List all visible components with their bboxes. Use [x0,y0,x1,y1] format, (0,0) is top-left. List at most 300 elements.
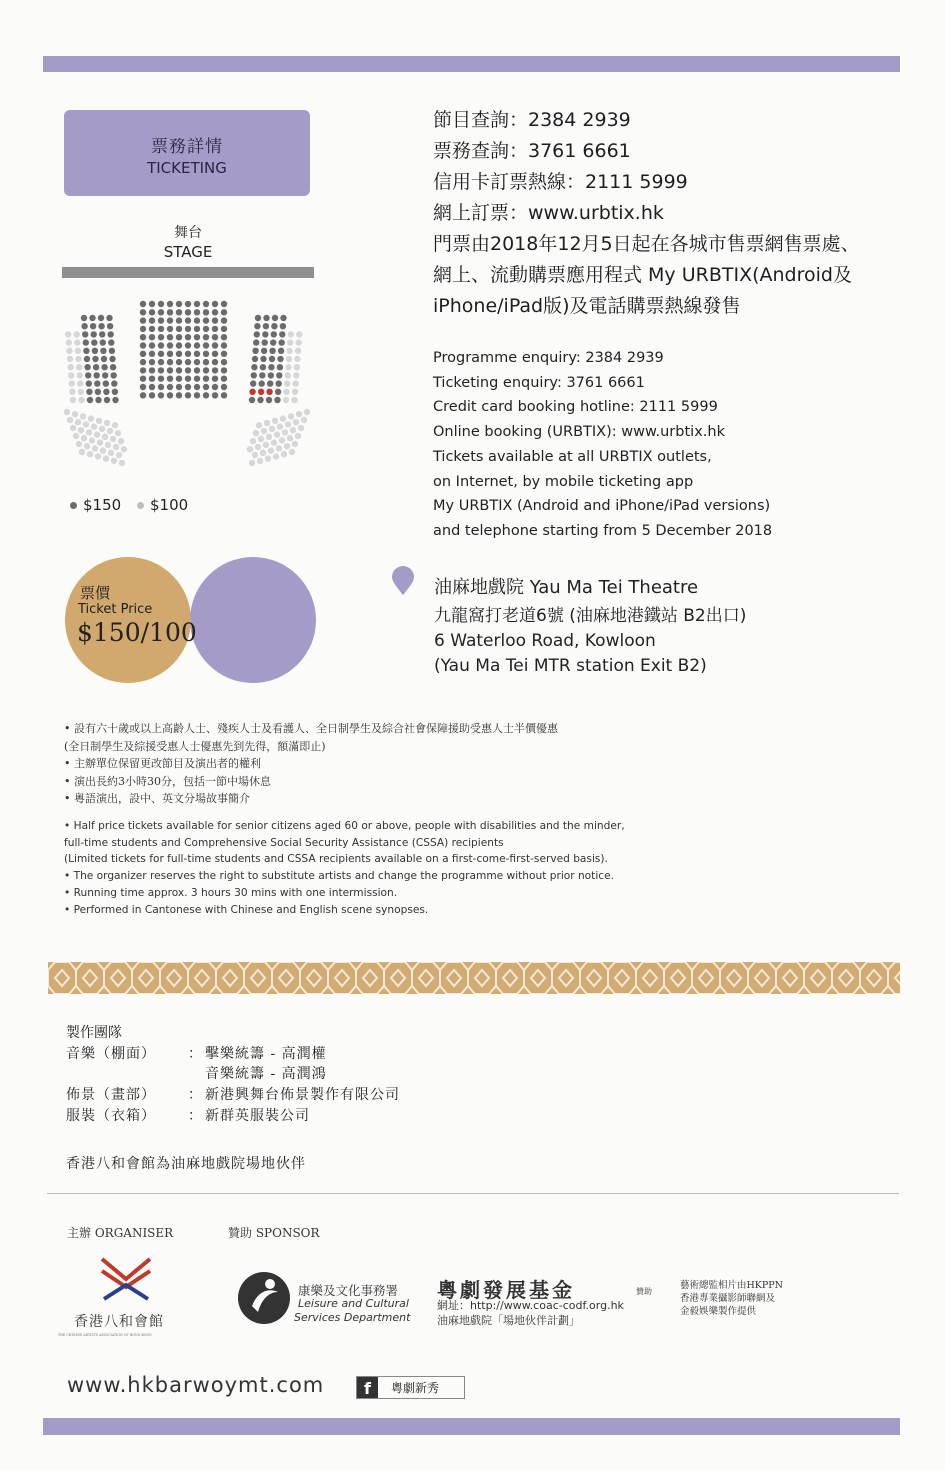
seat [84,364,90,370]
seat [290,427,296,433]
seat [254,331,260,337]
seat [158,392,164,398]
venue-partner: 香港八和會館為油麻地戲院場地伙伴 [66,1156,306,1172]
team-row [66,1084,400,1104]
seat [185,376,191,382]
seat [149,309,155,315]
seat [221,334,227,340]
top-bar [43,56,900,72]
seat [158,334,164,340]
seat [92,348,98,354]
seat [221,392,227,398]
seat [259,380,265,386]
team-value: 擊樂統籌 - 高潤權 [205,1046,327,1062]
seat [167,317,173,323]
seat [194,367,200,373]
seat [281,451,287,457]
seat [203,367,209,373]
seat [277,356,283,362]
seat [293,380,299,386]
organiser-name-zh: 香港八和會館 [74,1314,164,1330]
note-en: full-time students and Comprehensive Social Security Assistance (CSSA) recipients [64,836,504,849]
en-info-line: on Internet, by mobile ticketing app [433,473,694,490]
ticketing-header [64,110,310,196]
venue [434,575,746,679]
seat [185,392,191,398]
seat [108,339,114,345]
seat [203,301,209,307]
seat [149,359,155,365]
seat [78,427,84,433]
lattice-pattern [48,962,900,994]
seat [194,334,200,340]
team-sep: ： [188,1108,202,1124]
seat [111,458,117,464]
seat [185,334,191,340]
team-title: 製作團隊 [66,1025,122,1041]
seat [176,326,182,332]
seat [100,348,106,354]
seat [103,389,109,395]
seat [271,439,277,445]
seat [91,339,97,345]
seat [255,444,261,450]
seat [98,315,104,321]
seat [118,438,124,444]
seat [292,441,298,447]
seat [295,433,301,439]
credit-line: 藝術總監相片由HKPPN [680,1280,783,1291]
seat [78,389,84,395]
seat [284,443,290,449]
note-en: • Running time approx. 3 hours 30 mins with one intermission. [64,886,398,899]
seat [140,301,146,307]
seat [285,421,291,427]
seat [279,339,285,345]
seat [140,326,146,332]
seat [291,397,297,403]
seat [288,413,294,419]
seat [86,429,92,435]
venue-addr-zh: 九龍窩打老道6號 (油麻地港鐵站 B2出口) [434,606,747,626]
en-info-line: and telephone starting from 5 December 2018 [433,522,773,539]
seat [194,359,200,365]
seat [249,389,255,395]
seat [77,372,83,378]
seat [288,331,294,337]
seat [75,356,81,362]
seat [251,372,257,378]
seat [121,446,127,452]
organiser-label: 主辦 ORGANISER [67,1226,174,1240]
seat [270,339,276,345]
seat [194,351,200,357]
seat [68,372,74,378]
seat [91,331,97,337]
seat [221,301,227,307]
seat [212,367,218,373]
seat [212,342,218,348]
notes-zh [64,720,558,808]
seat [106,315,112,321]
seat [176,392,182,398]
seat [67,364,73,370]
seat [158,317,164,323]
note-zh: • 設有六十歲或以上高齡人士、殘疾人士及看護人、全日制學生及綜合社會保障援助受惠人士半價優惠 [64,722,558,735]
seat [212,301,218,307]
seat [167,359,173,365]
seat [176,359,182,365]
seat [103,380,109,386]
seat [257,458,263,464]
seat [203,392,209,398]
ticketing-title-en: TICKETING [147,159,227,177]
seat [119,460,125,466]
seat [250,438,256,444]
seat [92,356,98,362]
seat [212,309,218,315]
seat [176,384,182,390]
seat [167,384,173,390]
seat [176,334,182,340]
seat [112,397,118,403]
seat [87,451,93,457]
zh-info-line: 門票由2018年12月5日起在各城市售票網售票處、 [433,233,860,255]
seat [84,356,90,362]
seat [140,359,146,365]
seat [185,359,191,365]
seat [185,384,191,390]
seat [140,384,146,390]
seat [203,351,209,357]
seat [304,409,310,415]
facebook-icon: f [357,1377,378,1398]
seat [266,397,272,403]
seat [176,309,182,315]
seat [256,422,262,428]
seat [74,331,80,337]
seat [294,364,300,370]
legend-dot-dark [70,502,77,509]
seats [64,301,310,466]
note-en: • Performed in Cantonese with Chinese and English scene synopses. [64,903,429,916]
seat [287,435,293,441]
seat [212,384,218,390]
seat [221,326,227,332]
seat [88,415,94,421]
seat [140,367,146,373]
seat [203,384,209,390]
legend-100 [137,496,188,514]
zh-info-line: 網上訂票：www.urbtix.hk [433,202,664,224]
seat [263,323,269,329]
seat [194,317,200,323]
seat [102,372,108,378]
seat [276,445,282,451]
team-role: 佈景（畫部） [66,1087,156,1103]
seat [83,339,89,345]
seat [203,342,209,348]
seat [112,389,118,395]
seat [293,419,299,425]
seat [269,426,275,432]
sponsor-label: 贊助 SPONSOR [228,1226,320,1240]
seat [221,309,227,315]
seat [185,367,191,373]
seat [249,397,255,403]
seat [221,351,227,357]
lcsd-name-zh: 康樂及文化事務署 [298,1283,399,1298]
seat [185,351,191,357]
seat [149,326,155,332]
team-row [66,1063,327,1083]
seat [185,317,191,323]
en-info-line: My URBTIX (Android and iPhone/iPad versions) [433,498,771,515]
note-zh: (全日制學生及綜援受惠人士優惠先到先得，額滿即止) [64,739,326,753]
seat [194,392,200,398]
stage-line [62,267,314,278]
seat [203,317,209,323]
seat [158,384,164,390]
coac-web: 網址：http://www.coac-codf.org.hk [437,1299,624,1312]
zh-info-line: 票務查詢：3761 6661 [433,140,631,162]
venue-name: 油麻地戲院 Yau Ma Tei Theatre [434,577,699,598]
seat [296,331,302,337]
seat [253,430,259,436]
seat [271,331,277,337]
seat [158,309,164,315]
seat [112,422,118,428]
seat [95,397,101,403]
seat [83,348,89,354]
seat [65,331,71,337]
facebook-badge[interactable] [356,1376,465,1399]
legend-label: $150 [83,496,122,514]
seat [70,425,76,431]
venue-addr-en2: (Yau Ma Tei MTR station Exit B2) [434,656,707,676]
seat [158,301,164,307]
note-en: (Limited tickets for full-time students and CSSA recipients available on a first-come-first-served basis). [64,853,608,866]
seat [64,409,70,415]
seat [293,372,299,378]
seat [277,423,283,429]
seat [149,376,155,382]
seat [140,317,146,323]
seat [149,392,155,398]
seat [167,367,173,373]
seat [72,411,78,417]
en-info [433,346,772,544]
seat [194,342,200,348]
seat [86,389,92,395]
seat [292,389,298,395]
seat [212,326,218,332]
seat [254,323,260,329]
price-en: Ticket Price [78,602,153,617]
divider [47,1193,899,1194]
seat [81,315,87,321]
seat [167,326,173,332]
seat [263,315,269,321]
seat [185,326,191,332]
seat [203,334,209,340]
seat [167,392,173,398]
seat [260,450,266,456]
seat [109,356,115,362]
team-sep: ： [188,1087,202,1103]
en-info-line: Credit card booking hotline: 2111 5999 [433,399,718,416]
en-info-line: Tickets available at all URBTIX outlets, [433,448,712,465]
seat [95,453,101,459]
zh-info [433,105,860,322]
seat [158,359,164,365]
seat [167,342,173,348]
seat [108,450,114,456]
note-zh: • 演出長約3小時30分，包括一節中場休息 [64,774,271,788]
seat [149,317,155,323]
seat [86,380,92,386]
stage-label-en: STAGE [163,243,213,261]
seat [194,384,200,390]
coac-scheme: 油麻地戲院「場地伙伴計劃」 [437,1314,580,1327]
zh-info-line: 節目查詢：2384 2939 [433,109,631,131]
facebook-page-name: 粵劇新秀 [391,1381,440,1395]
credit-line: 金毅娛樂製作提供 [680,1306,757,1317]
seat [67,356,73,362]
seat [294,356,300,362]
seat [279,331,285,337]
seat [252,348,258,354]
seat [272,418,278,424]
seat [158,376,164,382]
seat [194,309,200,315]
legend-dot-light [137,502,144,509]
legend-150 [70,496,121,514]
seat [185,301,191,307]
seat [273,453,279,459]
seat [264,420,270,426]
lcsd-logo [236,1270,292,1326]
seat [140,309,146,315]
seat [275,389,281,395]
website-link[interactable]: www.hkbarwoymt.com [67,1373,325,1397]
seat [261,428,267,434]
bottom-bar [43,1418,900,1435]
seat [89,437,95,443]
seat [149,384,155,390]
seat [212,392,218,398]
seat [269,356,275,362]
seat [176,351,182,357]
coac-title: 粵劇發展基金 [437,1278,575,1302]
seat [286,348,292,354]
seat [251,364,257,370]
seat [76,364,82,370]
seat [111,380,117,386]
seat [185,342,191,348]
legend-label: $100 [150,496,189,514]
seat [107,428,113,434]
zh-info-line: 信用卡訂票熱線：2111 5999 [433,171,688,193]
seat [102,434,108,440]
seat [194,376,200,382]
lcsd-name-en1: Leisure and Cultural [298,1297,409,1310]
seat [101,364,107,370]
lavender-circle [190,557,316,683]
seat [212,359,218,365]
seat [295,348,301,354]
seat [167,309,173,315]
seat [105,442,111,448]
seat [176,301,182,307]
seat [100,447,106,453]
seat [82,331,88,337]
seat [252,356,258,362]
notes-en [64,818,625,918]
seat [69,380,75,386]
seat [274,397,280,403]
note-zh: • 粵語演出，設中、英文分場故事簡介 [64,792,250,805]
seat [267,380,273,386]
seat [176,342,182,348]
seat [285,364,291,370]
seat [265,455,271,461]
seat [260,364,266,370]
seat [272,315,278,321]
seat [289,449,295,455]
seat [73,433,79,439]
seat [103,455,109,461]
seat [69,389,75,395]
seat [284,380,290,386]
seat [113,444,119,450]
seat [98,323,104,329]
seat [76,441,82,447]
seat [95,389,101,395]
seat [92,445,98,451]
seat [66,348,72,354]
seat [70,397,76,403]
seat [140,392,146,398]
seat [221,342,227,348]
seat [203,359,209,365]
seat [250,380,256,386]
seat [266,389,272,395]
seat [83,421,89,427]
seat [167,351,173,357]
seat [140,351,146,357]
seat [90,323,96,329]
seat [296,411,302,417]
seat [257,397,263,403]
seat [212,334,218,340]
seat [249,460,255,466]
seat [149,367,155,373]
seat [259,372,265,378]
seat [158,367,164,373]
seat [268,447,274,453]
note-zh: • 主辦單位保留更改節目及演出者的權利 [64,757,261,770]
lcsd-name-en2: Services Department [294,1311,411,1324]
seat [298,425,304,431]
seat [80,413,86,419]
seat [96,418,102,424]
seat [203,376,209,382]
organiser-name-en: THE CHINESE ARTISTS ASSOCIATION OF HONG KONG [58,1333,152,1337]
seat [108,331,114,337]
seat [194,301,200,307]
seat [158,342,164,348]
